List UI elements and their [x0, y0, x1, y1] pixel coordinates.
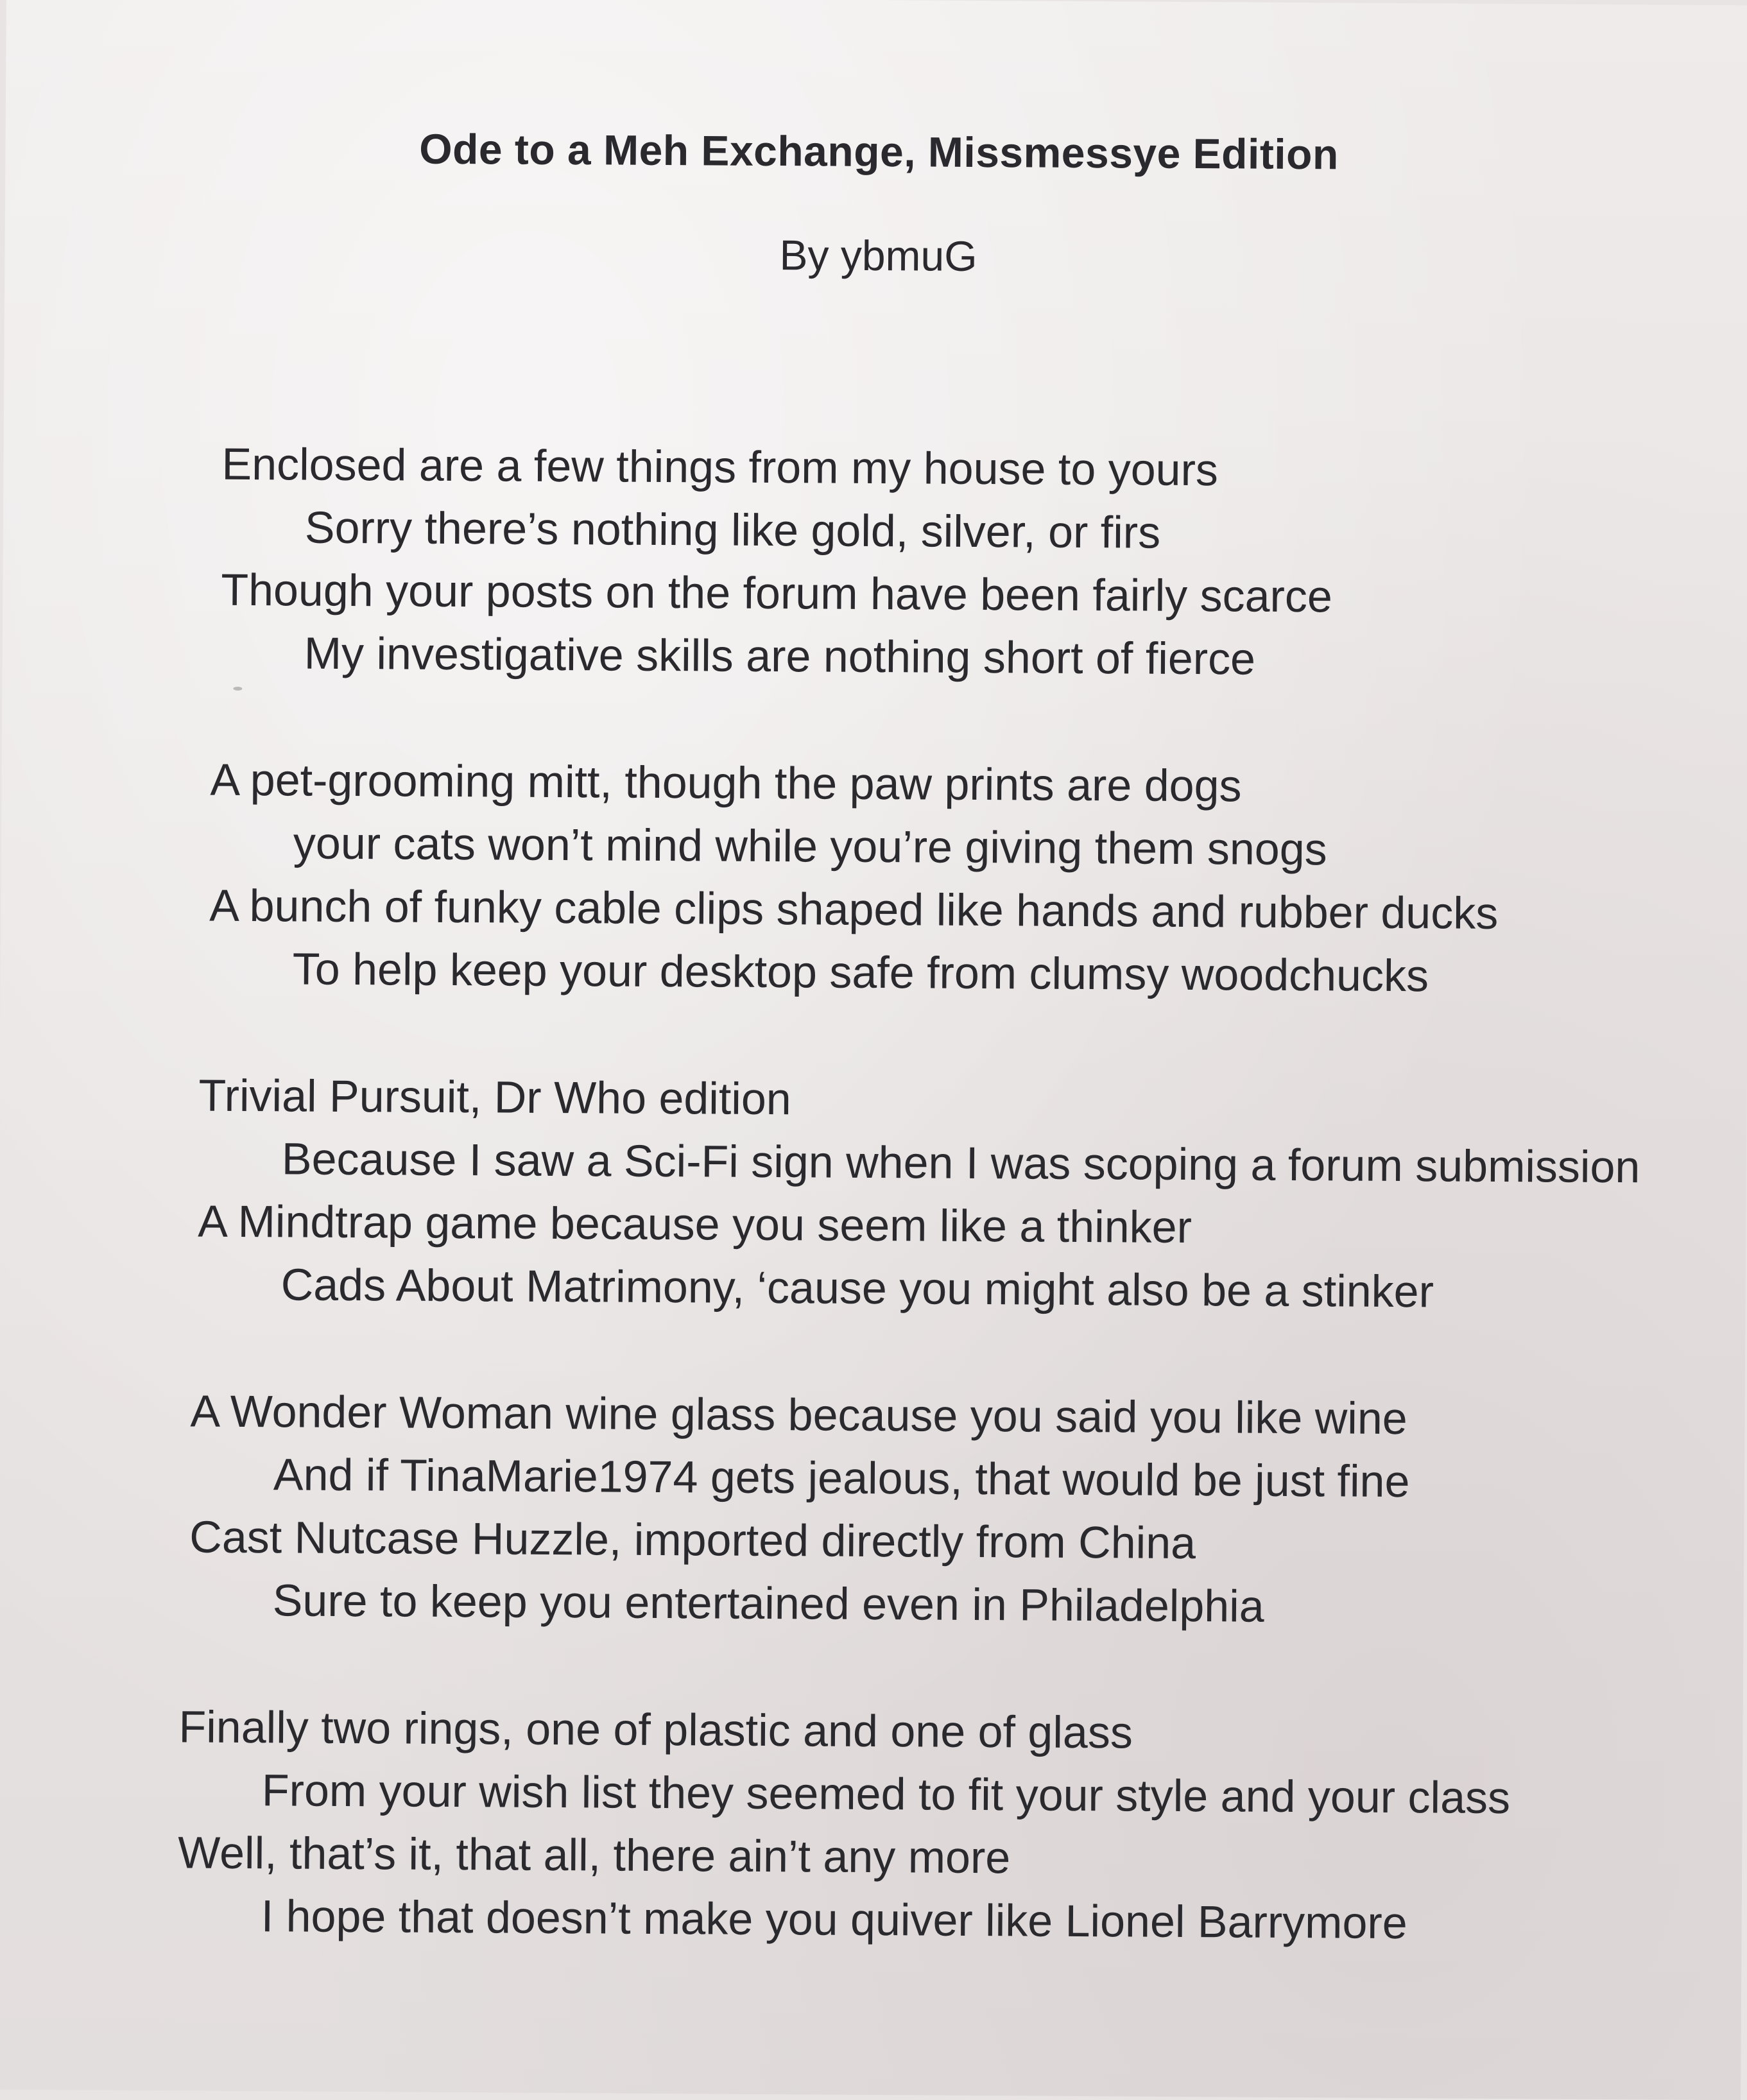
poem-line: To help keep your desktop safe from clumsy woodchucks	[292, 943, 1429, 1001]
poem-line: And if TinaMarie1974 gets jealous, that would be just fine	[273, 1449, 1410, 1507]
stanza-2	[0, 747, 1747, 1010]
stanza-3	[0, 1063, 1747, 1325]
poem-line: Sure to keep you entertained even in Philadelphia	[272, 1575, 1264, 1631]
poem-line: Sorry there’s nothing like gold, silver, or firs	[304, 502, 1161, 558]
poem-title: Ode to a Meh Exchange, Missmessye Edition	[419, 125, 1339, 178]
poem-line: A Wonder Woman wine glass because you said you like wine	[190, 1386, 1407, 1444]
poem-line: A bunch of funky cable clips shaped like hands and rubber ducks	[209, 880, 1499, 938]
poem-line: Cads About Matrimony, ‘cause you might also be a stinker	[280, 1259, 1434, 1317]
poem-line: Well, that’s it, that all, there ain’t any more	[178, 1827, 1011, 1883]
poem-line: From your wish list they seemed to fit your style and your class	[261, 1765, 1511, 1823]
stanza-4	[0, 1379, 1745, 1641]
poem-line: your cats won’t mind while you’re giving them snogs	[293, 818, 1327, 875]
poem-line: Enclosed are a few things from my house to yours	[221, 438, 1219, 495]
paper-speck	[233, 687, 242, 691]
stanza-1	[2, 431, 1747, 694]
poem-line: A pet-grooming mitt, though the paw prints are dogs	[210, 754, 1242, 811]
poem-line: Though your posts on the forum have been fairly scarce	[221, 564, 1333, 622]
poem-line: A Mindtrap game because you seem like a thinker	[198, 1196, 1192, 1253]
poem-line: I hope that doesn’t make you quiver like Lionel Barrymore	[261, 1891, 1407, 1949]
poem-line: Cast Nutcase Huzzle, imported directly from China	[189, 1511, 1196, 1569]
poem-body	[0, 431, 1747, 2021]
poem-line: Finally two rings, one of plastic and one of glass	[178, 1701, 1133, 1758]
poem-line: Trivial Pursuit, Dr Who edition	[198, 1070, 791, 1124]
stanza-5	[0, 1694, 1743, 1957]
poem-line: My investigative skills are nothing short of fierce	[304, 628, 1256, 684]
poem-line: Because I saw a Sci-Fi sign when I was scoping a forum submission	[281, 1133, 1640, 1192]
poem-byline: By ybmuG	[779, 231, 977, 280]
